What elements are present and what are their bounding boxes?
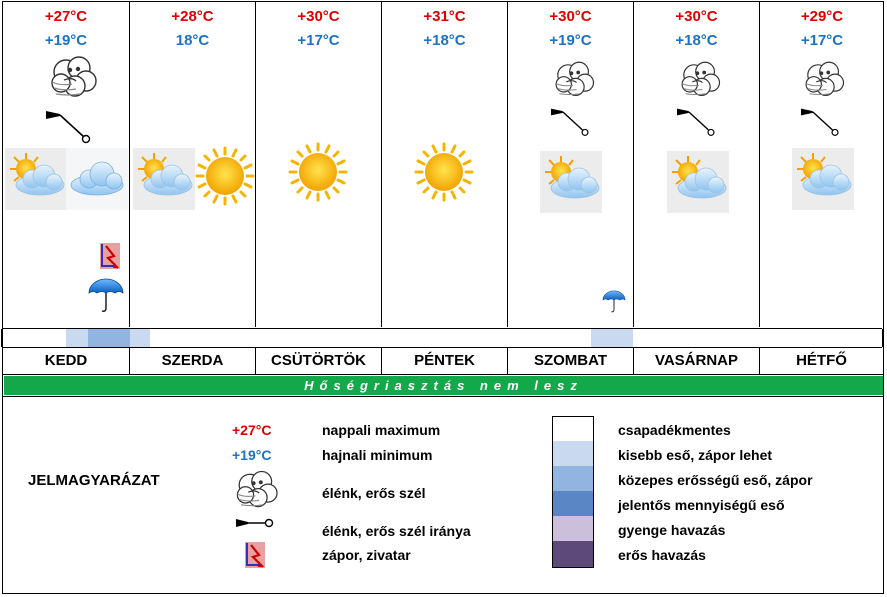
wind-icon [806,62,843,95]
min-temp: +18°C [675,32,718,49]
wind-icon [682,62,719,95]
min-temp: +17°C [800,32,844,49]
min-temp: +19°C [549,32,592,49]
sun-icon [416,144,472,200]
heat-alert-bar: Hőségriasztás nem lesz [4,376,883,395]
precip-label: jelentős mennyiségű eső [618,497,785,513]
partly-cloudy-icon [792,148,854,210]
precip-swatch-heavy [552,491,594,516]
legend-max-label: nappali maximum [322,422,441,438]
min-temp: +17°C [297,32,340,49]
sun-icon [290,144,346,200]
max-temp: +27°C [44,8,88,25]
precip-swatch-light [552,441,594,466]
wind-direction-icon [46,111,90,143]
umbrella-icon [89,279,123,311]
legend [2,396,884,594]
max-temp: +30°C [297,8,340,25]
wind-icon [556,62,593,95]
wind-direction-icon [801,109,838,136]
precip-swatch-none [552,416,594,441]
legend-wind-direction-label: élénk, erős szél iránya [322,523,471,539]
max-temp: +30°C [675,8,718,25]
partly-cloudy-icon [133,148,195,210]
wind-icon [52,57,96,96]
legend-title: JELMAGYARÁZAT [28,472,160,489]
cloud-icon [66,148,128,210]
precip-label: gyenge havazás [618,522,726,538]
wind-direction-icon [551,109,588,136]
legend-storm-icon [242,541,270,571]
partly-cloudy-icon [667,151,729,213]
max-temp: +29°C [800,8,844,25]
precip-swatch-light-snow [552,516,594,541]
wind-direction-icon [677,109,714,136]
legend-wind-direction-icon [234,515,284,535]
day-name: HÉTFŐ [760,348,884,374]
max-temp: +28°C [171,8,214,25]
min-temp: 18°C [175,32,210,49]
legend-min-example: +19°C [232,447,272,463]
precip-label: közepes erősségű eső, zápor [618,472,813,488]
legend-max-example: +27°C [232,422,272,438]
precip-swatch-heavy-snow [552,541,594,568]
precipitation-strip [2,328,882,348]
max-temp: +31°C [423,8,466,25]
day-name: SZERDA [130,348,256,374]
min-temp: +19°C [44,32,88,49]
storm-icon [100,243,120,269]
precip-label: erős havazás [618,547,706,563]
legend-min-label: hajnali minimum [322,447,433,463]
precip-label: csapadékmentes [618,422,731,438]
max-temp: +30°C [549,8,592,25]
partly-cloudy-icon [540,151,602,213]
day-name: SZOMBAT [508,348,634,374]
day-name: PÉNTEK [382,348,508,374]
partly-cloudy-icon [5,148,67,210]
legend-storm-label: zápor, zivatar [322,547,411,563]
day-name: KEDD [2,348,130,374]
day-names-row [2,348,884,375]
day-name: CSÜTÖRTÖK [256,348,382,374]
precip-swatch-moderate [552,466,594,491]
sun-icon [197,148,253,204]
legend-wind-icon [228,467,288,517]
min-temp: +18°C [423,32,466,49]
umbrella-icon [603,291,625,312]
day-name: VASÁRNAP [634,348,760,374]
precip-label: kisebb eső, zápor lehet [618,447,773,463]
legend-wind-label: élénk, erős szél [322,485,426,501]
